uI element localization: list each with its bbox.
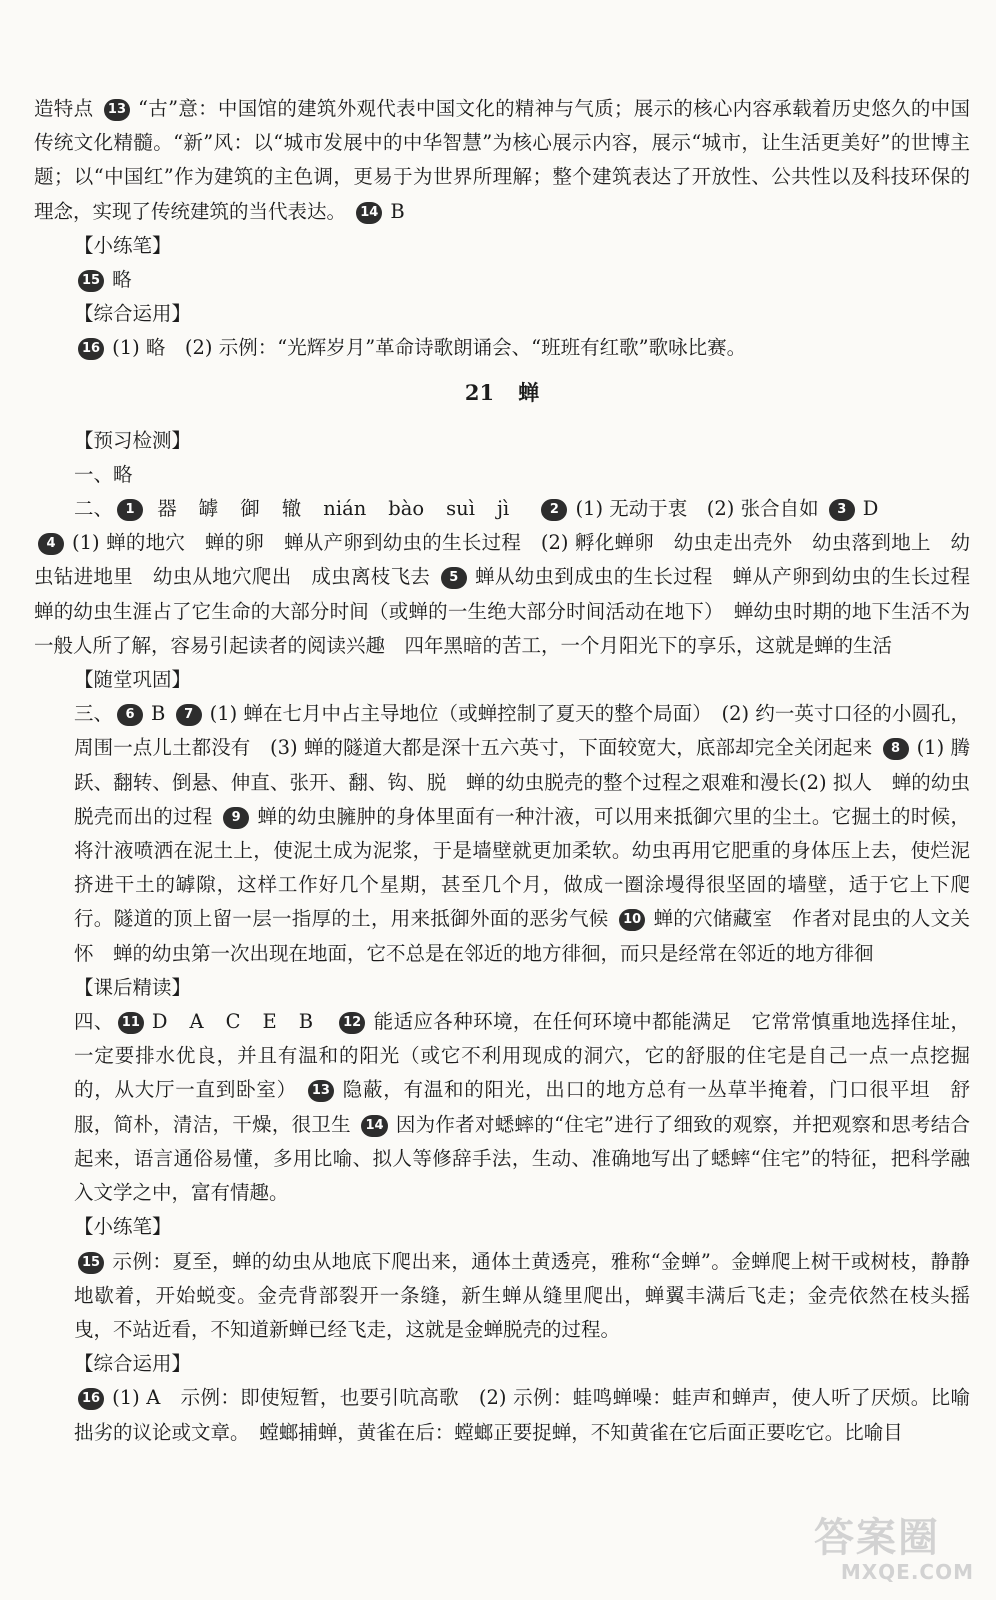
answer-text: 卵到幼虫的生长过程 蝉的幼虫生涯占了它生命的大部分时间（或蝉的一生绝大部分时间活动在地 <box>34 565 990 623</box>
question-number-badge: 14 <box>361 1115 387 1137</box>
answer-text: 掘的，从大厅一直到卧室） <box>74 1044 970 1102</box>
answer-text: 比喻拙劣的议论或文章。 螳螂捕蝉，黄雀在后：螳螂正要捉蝉，不知黄雀在它后面正要吃它。比喻目 <box>74 1386 970 1444</box>
answer-text: (1) 蝉在七月中占主导地位（或蝉控制了夏天的整个局面） (2) 约一英寸口径 <box>209 702 873 726</box>
question-number-badge: 15 <box>78 270 104 292</box>
answer-text: (1) A 示例：即使短暂，也要引吭高歌 (2) 示例：蛙鸣蝉噪：蛙声和蝉声，使人听了厌烦。 <box>112 1386 931 1410</box>
answer-text: 的尘土。它掘土的时候，将汁液喷洒在泥土上，使泥土成为泥浆，于是墙壁就更加柔软。幼虫再用它肥 <box>74 804 970 863</box>
answer-paragraph <box>34 697 970 971</box>
answer-paragraph <box>34 526 990 663</box>
answer-word: 辙 <box>281 497 302 521</box>
answer-text: D <box>862 497 879 521</box>
question-number-badge: 4 <box>38 533 64 555</box>
section-header: 【综合运用】 <box>74 1352 192 1376</box>
answer-text: 因为作者对蟋蟀的“住宅”进行了细致的观察，并把观察和思考结合 <box>395 1112 970 1136</box>
question-number-badge: 7 <box>176 704 202 726</box>
answer-text: (2) 拟人 蝉的幼虫脱壳而出的过程 <box>74 770 970 828</box>
answer-text: 曳，不站近看，不知道新蝉已经飞走，这就是金蝉脱壳的过程。 <box>74 1317 621 1341</box>
answer-line <box>34 263 970 297</box>
choice-answer: A <box>189 1010 204 1034</box>
choice-answer: E <box>262 1010 277 1034</box>
lesson-name: 蝉 <box>518 379 540 405</box>
lesson-number: 21 <box>464 379 495 405</box>
answer-paragraph <box>34 1381 970 1449</box>
watermark-text: 答案圈 <box>814 1515 940 1561</box>
answer-line <box>34 492 970 526</box>
answer-text: 蝉的穴 <box>653 907 713 931</box>
answer-text: 的小圆孔，周围一点儿土都没有 (3) 蝉的隧道大都是深十五六英寸，下面较宽大，底部却完全关闭起 <box>74 702 970 760</box>
question-number-badge: 10 <box>619 909 645 931</box>
question-number-badge: 16 <box>78 338 104 360</box>
answer-text: 址，一定要排水优良，并且有温和的阳光（或它不利用现成的洞穴，它的舒服的住宅是自己一点一点挖 <box>74 1010 970 1068</box>
question-number-badge: 13 <box>104 99 130 121</box>
question-number-badge: 11 <box>118 1012 144 1034</box>
answer-text: 起来，语言通俗易懂，多用比喻、拟人等修辞手法，生动、准确地写出了蟋蟀“住宅”的特征，把科学融入文 <box>74 1146 970 1205</box>
answer-text: B <box>151 702 166 726</box>
answer-text: 略 <box>112 268 132 292</box>
part-label: 三、 <box>74 702 114 726</box>
question-number-badge: 14 <box>356 202 382 224</box>
answer-word: 器 <box>157 497 177 521</box>
answer-word: bào <box>388 497 425 521</box>
answer-word: 罅 <box>198 497 219 521</box>
question-number-badge: 1 <box>117 499 143 521</box>
answer-paragraph <box>34 1245 970 1348</box>
answer-text: 久的中国传统文化精髓。“新”风：以“城市发展中的中华智慧”为核心展示内容，展示“城市，让生活更美 <box>34 97 970 155</box>
question-number-badge: 13 <box>308 1080 334 1102</box>
section-header: 【小练笔】 <box>74 233 172 257</box>
part-label: 二、 <box>74 497 114 521</box>
watermark-logo <box>814 1516 974 1586</box>
section-header: 【预习检测】 <box>74 428 192 452</box>
answer-text: (1) 腾跃、翻转、倒悬、伸直、张开、翻、钩、脱 蝉的幼虫脱壳的整个过程之艰难和漫长 <box>74 736 970 794</box>
section-header: 【随堂巩固】 <box>74 668 192 692</box>
answer-text: 蝉从幼虫到成虫的生长过程 蝉从产 <box>474 565 792 589</box>
answer-word: jì <box>496 497 510 521</box>
answer-text: 的墙壁，适于它上下爬行。隧道的顶上留一层一指厚的土，用来抵御外面的恶劣气候 <box>74 873 970 931</box>
answer-text: 学之中，富有情趣。 <box>113 1181 289 1205</box>
section-header: 【小练笔】 <box>74 1215 172 1239</box>
answer-text: 储藏室 作者对昆虫的人文关怀 蝉的幼虫第一次出现在地面，它不总是在邻近的地方徘徊，而只是 <box>74 907 970 965</box>
paragraph-prev-13 <box>34 92 970 229</box>
answer-text: 经常在邻近的地方徘徊 <box>678 941 874 965</box>
question-number-badge: 15 <box>78 1252 104 1274</box>
answer-text: 来 <box>852 736 873 760</box>
choice-answer: B <box>298 1010 314 1034</box>
watermark-url: MXQE.COM <box>840 1560 974 1584</box>
answer-line <box>34 331 970 365</box>
section-header: 【课后精读】 <box>74 975 192 999</box>
answer-text: (1) 无动于衷 (2) 张合自如 <box>575 497 819 521</box>
answer-line: 一、略 <box>74 462 133 486</box>
question-number-badge: 2 <box>541 499 567 521</box>
answer-text: 地上 幼虫钻进地里 幼虫从地穴爬出 成虫离枝飞去 <box>34 531 970 589</box>
question-number-badge: 16 <box>78 1388 104 1410</box>
answer-text: 下） 蝉幼虫时期的地下生活不为一般人所了解，容易引起读者的阅读兴趣 四年黑暗的苦工，一个月 <box>34 599 970 657</box>
answer-text: 静地歇着，开始蜕变。金壳背部裂开一条缝，新生蝉从缝里爬出，蝉翼丰满后飞走；金壳依然在枝头摇 <box>74 1249 970 1307</box>
answer-text: 以及科技环保的理念，实现了传统建筑的当代表达。 <box>34 165 970 223</box>
answer-text: 隐蔽，有温和的阳光，出口的地方总有一丛草半掩着，门口很平坦 舒 <box>341 1078 970 1102</box>
text: 造特点 <box>34 97 94 120</box>
question-number-badge: 8 <box>883 738 909 760</box>
part-label: 四、 <box>74 1010 114 1034</box>
question-number-badge: 3 <box>829 499 855 521</box>
answer-text: B <box>390 199 405 223</box>
answer-word: nián <box>323 497 367 521</box>
answer-text: 能适应各种环境，在任何环境中都能满足 它常常慎重地选择住 <box>373 1010 931 1034</box>
lesson-title <box>34 376 970 410</box>
answer-word: 御 <box>240 497 260 521</box>
answer-text: 服，简朴，清洁，干燥，很卫生 <box>74 1112 351 1136</box>
answer-text: 重的身体压上去，使烂泥挤进干土的罅隙，这样工作好几个星期，甚至几个月，做成一圈涂墁得很坚固 <box>74 839 970 897</box>
answer-word: suì <box>446 497 475 521</box>
section-header: 【综合运用】 <box>74 302 192 326</box>
question-number-badge: 12 <box>339 1012 365 1034</box>
answer-text: (1) 蝉的地穴 蝉的卵 蝉从产卵到幼虫的生长过程 (2) 孵化蝉卵 幼虫走出壳外 幼虫落到 <box>72 531 892 555</box>
answer-text: “古”意：中国馆的建筑外观代表中国文化的精神与气质；展示的核心内容承载着历史悠 <box>138 97 892 120</box>
answer-text: 示例：夏至，蝉的幼虫从地底下爬出来，通体土黄透亮，雅称“金蝉”。金蝉爬上树干或树枝，静 <box>112 1249 951 1273</box>
answer-text: 阳光下的享乐，这就是蝉的生活 <box>619 633 893 657</box>
question-number-badge: 5 <box>441 567 467 589</box>
answer-text: 好”的世博主题；以“中国红”作为建筑的主色调，更易于为世界所理解；整个建筑表达了开放性、公共性 <box>34 131 970 189</box>
choice-answer: C <box>225 1010 241 1034</box>
answer-page <box>34 92 990 1450</box>
question-number-badge: 6 <box>117 704 143 726</box>
answer-text: (1) 略 (2) 示例：“光辉岁月”革命诗歌朗诵会、“班班有红歌”歌咏比赛。 <box>112 336 747 360</box>
question-number-badge: 9 <box>223 807 249 829</box>
answer-paragraph <box>34 1005 970 1210</box>
answer-text: 蝉的幼虫臃肿的身体里面有一种汁液，可以用来抵御穴里 <box>257 804 753 828</box>
choice-answer: D <box>151 1010 168 1034</box>
